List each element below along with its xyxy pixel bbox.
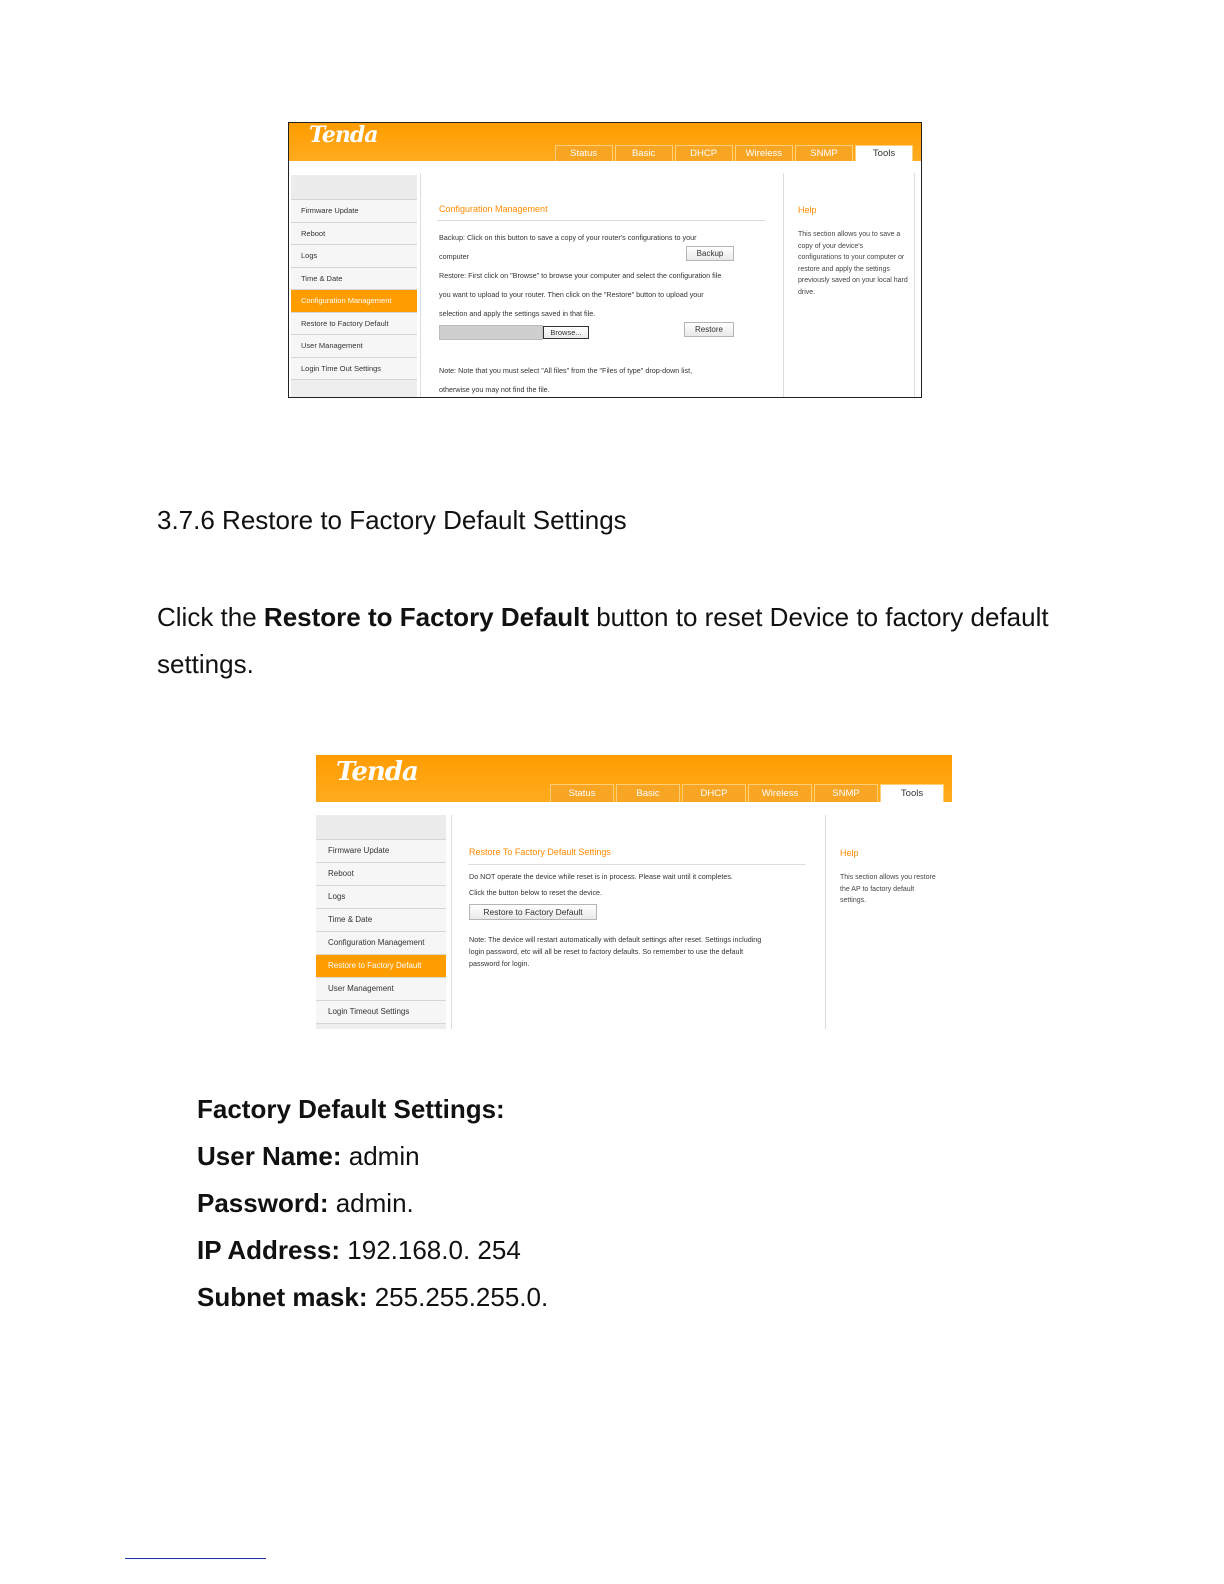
tenda-logo: Tenda [336,757,418,787]
instruction-text: Click the button below to reset the device. [469,888,603,897]
sidebar-header [291,175,417,200]
tab-wireless[interactable]: Wireless [748,784,812,802]
tab-wireless[interactable]: Wireless [735,145,793,161]
username-value: admin [341,1141,420,1171]
sidebar-item-login-timeout[interactable]: Login Time Out Settings [291,358,417,381]
sidebar-item-login-timeout[interactable]: Login Timeout Settings [316,1001,446,1024]
password-value: admin. [328,1188,414,1218]
sidebar-item-configuration-management[interactable]: Configuration Management [316,932,446,955]
sidebar-item-restore-factory-default[interactable]: Restore to Factory Default [316,955,446,978]
tab-dhcp[interactable]: DHCP [682,784,746,802]
tab-tools[interactable]: Tools [855,145,913,161]
router-header [316,755,952,802]
tab-status[interactable]: Status [550,784,614,802]
panel-title: Restore To Factory Default Settings [469,847,611,857]
ip-address-label: IP Address: [197,1235,341,1265]
subnet-mask-label: Subnet mask: [197,1282,368,1312]
sidebar-item-firmware-update[interactable]: Firmware Update [291,200,417,223]
sidebar-item-firmware-update[interactable]: Firmware Update [316,840,446,863]
sidebar-item-reboot[interactable]: Reboot [291,223,417,246]
tab-basic[interactable]: Basic [616,784,680,802]
sidebar-item-logs[interactable]: Logs [316,886,446,909]
backup-text-2: computer [439,252,469,261]
sidebar-item-time-date[interactable]: Time & Date [291,268,417,291]
config-management-screenshot [288,122,922,398]
factory-defaults-list [197,1086,548,1321]
subnet-mask-value: 255.255.255.0. [367,1282,549,1312]
note-text-2: otherwise you may not find the file. [439,385,550,394]
sidebar-item-reboot[interactable]: Reboot [316,863,446,886]
intro-paragraph [157,594,1057,688]
tenda-logo: Tenda [309,122,378,148]
para-text-pre: Click the [157,602,264,632]
username-label: User Name: [197,1141,342,1171]
sidebar-item-restore-factory-default[interactable]: Restore to Factory Default [291,313,417,336]
help-text: This section allows you to save a copy of your device's configurations to your computer or restore and apply the settings previously saved on your local hard drive. [798,231,908,296]
tab-tools[interactable]: Tools [880,784,944,802]
tab-status[interactable]: Status [555,145,613,161]
backup-text-1: Backup: Click on this button to save a copy of your router's configurations to your [439,233,697,242]
tab-bar [555,145,913,161]
main-panel [451,815,826,1029]
factory-defaults-heading: Factory Default Settings: [197,1094,505,1124]
restore-text-3: selection and apply the settings saved in that file. [439,309,596,318]
note-text-1: Note: The device will restart automatically with default settings after reset. Settings including [469,935,762,944]
sidebar-item-logs[interactable]: Logs [291,245,417,268]
password-label: Password: [197,1188,329,1218]
help-text: This section allows you restore the AP to factory default settings. [840,874,936,904]
panel-title: Configuration Management [439,204,548,214]
router-header [289,123,921,161]
para-text-post: button to reset Device to factory default settings. [157,602,1049,679]
ip-address-value: 192.168.0. 254 [340,1235,521,1265]
restore-text-1: Restore: First click on "Browse" to browse your computer and select the configuration file [439,271,722,280]
section-heading: 3.7.6 Restore to Factory Default Settings [157,505,627,535]
sidebar-header [316,815,446,840]
help-title: Help [840,848,859,858]
note-text-1: Note: Note that you must select "All files" from the "Files of type" drop-down list, [439,366,693,375]
title-divider [468,864,806,865]
tools-sidebar [316,815,446,1029]
footer-rule [125,1558,266,1559]
note-text-2: login password, etc will all be reset to factory defaults. So remember to use the default [469,947,744,956]
sidebar-item-user-management[interactable]: User Management [316,978,446,1001]
restore-button[interactable]: Restore [684,322,734,337]
tab-basic[interactable]: Basic [615,145,673,161]
tab-snmp[interactable]: SNMP [814,784,878,802]
tab-dhcp[interactable]: DHCP [675,145,733,161]
restore-text-2: you want to upload to your router. Then click on the "Restore" button to upload your [439,290,704,299]
tab-snmp[interactable]: SNMP [795,145,853,161]
file-path-input[interactable] [439,325,543,340]
backup-button[interactable]: Backup [686,246,734,261]
para-text-bold: Restore to Factory Default [263,602,589,632]
note-text-3: password for login. [469,959,530,968]
main-panel [420,173,784,397]
help-panel [825,815,952,1029]
browse-button[interactable]: Browse... [543,326,589,339]
sidebar-item-configuration-management[interactable]: Configuration Management [291,290,417,313]
help-title: Help [798,205,817,215]
tab-bar [550,784,944,802]
help-panel [783,173,915,397]
sidebar-item-time-date[interactable]: Time & Date [316,909,446,932]
restore-factory-screenshot [316,755,952,1029]
sidebar-item-user-management[interactable]: User Management [291,335,417,358]
title-divider [437,220,765,221]
warning-text: Do NOT operate the device while reset is in process. Please wait until it completes. [469,872,733,881]
tools-sidebar [291,175,417,397]
restore-factory-default-button[interactable]: Restore to Factory Default [469,904,597,920]
